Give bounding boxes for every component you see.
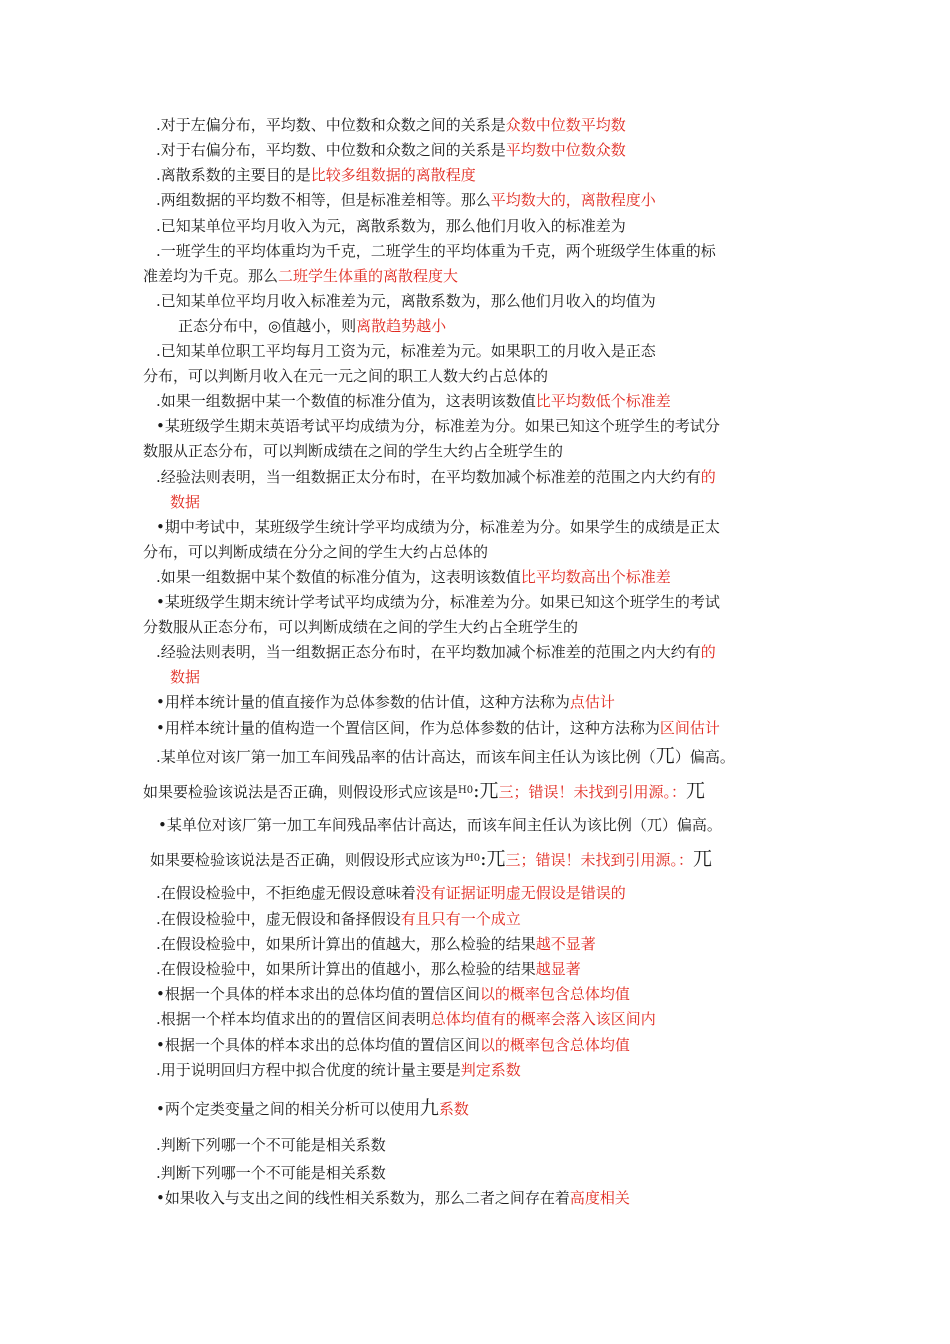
- q3: .离散系数的主要目的是比较多组数据的离散程度: [156, 166, 476, 184]
- q28: .用于说明回归方程中拟合优度的统计量主要是判定系数: [156, 1061, 521, 1079]
- q6: .一班学生的平均体重均为千克，二班学生的平均体重为千克，两个班级学生体重的标: [156, 242, 716, 260]
- q9: .已知某单位职工平均每月工资为元，标准差为元。如果职工的月收入是正态: [156, 342, 656, 360]
- q9-cont: 分布，可以判断月收入在元一元之间的职工人数大约占总体的: [143, 367, 549, 385]
- q16: .经验法则表明，当一组数据正态分布时，在平均数加减个标准差的范围之内大约有的: [156, 643, 716, 661]
- q29: •两个定类变量之间的相关分析可以使用九系数: [156, 1097, 469, 1119]
- q25: •根据一个具体的样本求出的总体均值的置信区间以的概率包含总体均值: [156, 985, 630, 1003]
- q27: •根据一个具体的样本求出的总体均值的置信区间以的概率包含总体均值: [156, 1036, 630, 1054]
- q17: •用样本统计量的值直接作为总体参数的估计值，这种方法称为点估计: [156, 693, 615, 711]
- q31: .判断下列哪一个不可能是相关系数: [156, 1164, 386, 1182]
- q5: .已知某单位平均月收入为元，离散系数为，那么他们月收入的标准差为: [156, 217, 626, 235]
- q19-cont: 如果要检验该说法是否正确，则假设形式应该是$^{H0}$:兀三；错误！未找到引用源。：兀: [143, 780, 706, 802]
- q19: .某单位对该厂第一加工车间残品率的估计高达，而该车间主任认为该比例（兀）偏高。: [156, 745, 735, 767]
- q10: .如果一组数据中某一个数值的标准分值为，这表明该数值比平均数低个标准差: [156, 392, 671, 410]
- q22: .在假设检验中，虚无假设和备择假设有且只有一个成立: [156, 910, 521, 928]
- q11: •某班级学生期末英语考试平均成绩为分，标准差为分。如果已知这个班学生的考试分: [156, 417, 720, 435]
- q6-cont: 准差均为千克。那么二班学生体重的离散程度大: [143, 267, 459, 285]
- q23: .在假设检验中，如果所计算出的值越大，那么检验的结果越不显著: [156, 935, 596, 953]
- q11-cont: 数服从正态分布，可以判断成绩在之间的学生大约占全班学生的: [143, 442, 564, 460]
- q13: •期中考试中，某班级学生统计学平均成绩为分，标准差为分。如果学生的成绩是正太: [156, 518, 720, 536]
- q20-cont: 如果要检验该说法是否正确，则假设形式应该为$^{H0}$:兀三；错误！未找到引用源。：兀: [150, 848, 713, 870]
- q7: .已知某单位平均月收入标准差为元，离散系数为，那么他们月收入的均值为: [156, 292, 656, 310]
- q24: .在假设检验中，如果所计算出的值越小，那么检验的结果越显著: [156, 960, 581, 978]
- q16-cont: 数据: [170, 668, 201, 686]
- q15: •某班级学生期末统计学考试平均成绩为分，标准差为分。如果已知这个班学生的考试: [156, 593, 720, 611]
- q1: .对于左偏分布，平均数、中位数和众数之间的关系是众数中位数平均数: [156, 116, 626, 134]
- q12: .经验法则表明，当一组数据正太分布时，在平均数加减个标准差的范围之内大约有的: [156, 468, 716, 486]
- q14: .如果一组数据中某个数值的标准分值为，这表明该数值比平均数高出个标准差: [156, 568, 671, 586]
- q13-cont: 分布，可以判断成绩在分分之间的学生大约占总体的: [143, 543, 489, 561]
- q32: •如果收入与支出之间的线性相关系数为，那么二者之间存在着高度相关: [156, 1189, 630, 1207]
- q26: .根据一个样本均值求出的的置信区间表明总体均值有的概率会落入该区间内: [156, 1010, 656, 1028]
- q2: .对于右偏分布，平均数、中位数和众数之间的关系是平均数中位数众数: [156, 141, 626, 159]
- q4: .两组数据的平均数不相等，但是标准差相等。那么平均数大的，离散程度小: [156, 191, 656, 209]
- q20: •某单位对该厂第一加工车间残品率估计高达，而该车间主任认为该比例（兀）偏高。: [158, 816, 722, 834]
- q30: .判断下列哪一个不可能是相关系数: [156, 1136, 386, 1154]
- q12-cont: 数据: [170, 493, 201, 511]
- q8: 正态分布中，◎值越小，则离散趋势越小: [178, 317, 447, 335]
- q15-cont: 分数服从正态分布，可以判断成绩在之间的学生大约占全班学生的: [143, 618, 579, 636]
- q18: •用样本统计量的值构造一个置信区间，作为总体参数的估计，这种方法称为区间估计: [156, 719, 720, 737]
- q21: .在假设检验中，不拒绝虚无假设意味着没有证据证明虚无假设是错误的: [156, 884, 626, 902]
